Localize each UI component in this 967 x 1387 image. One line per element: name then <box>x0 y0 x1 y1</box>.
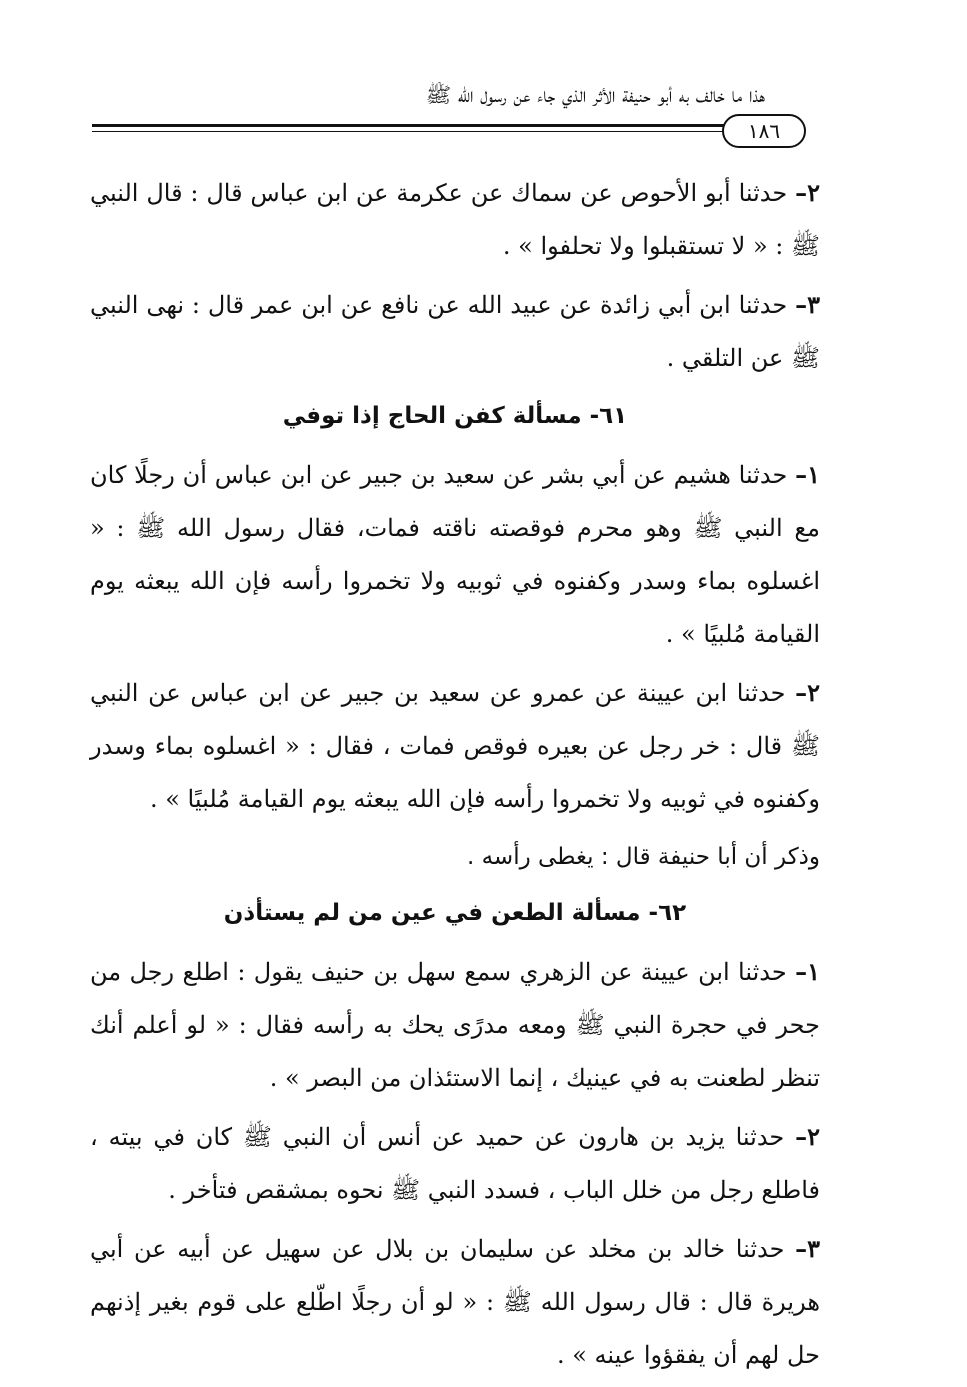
running-header: هذا ما خالف به أبو حنيفة الأثر الذي جاء عن رسول الله ﷺ <box>425 83 765 107</box>
hadith-text: حدثنا خالد بن مخلد عن سليمان بن بلال عن سهيل عن أبيه عن أبي هريرة قال : قال رسول الله ﷺ : « لو أن رجلًا اطّلع على قوم بغير إذنهم حل لهم أن يفقؤوا عينه » . <box>90 1235 820 1369</box>
abu-hanifa-note: وذكر أن أبا حنيفة قال : يغطى رأسه . <box>466 844 820 870</box>
hadith-paragraph <box>90 945 820 1105</box>
hadith-number: ٢– <box>795 678 820 707</box>
hadith-number: ١– <box>795 957 820 986</box>
hadith-text: حدثنا أبو الأحوص عن سماك عن عكرمة عن ابن عباس قال : قال النبي ﷺ : « لا تستقبلوا ولا تحلفوا » . <box>90 179 820 260</box>
hadith-text: حدثنا ابن عيينة عن عمرو عن سعيد بن جبير عن ابن عباس عن النبي ﷺ قال : خر رجل عن بعيره فوقص فمات ، فقال : « اغسلوه بماء وسدر وكفنوه في ثوبيه ولا تخمروا رأسه فإن الله يبعثه يوم القيامة مُلبيًا » . <box>90 679 820 813</box>
header-rule-thin <box>92 131 735 132</box>
hadith-text: حدثنا هشيم عن أبي بشر عن سعيد بن جبير عن ابن عباس أن رجلًا كان مع النبي ﷺ وهو محرم فوقصته ناقته فمات، فقال رسول الله ﷺ : « اغسلوه بماء وسدر وكفنوه في ثوبيه ولا تخمروا رأسه فإن الله يبعثه يوم القيامة مُلبيًا » . <box>90 461 820 648</box>
hadith-paragraph <box>90 448 820 661</box>
hadith-paragraph <box>90 1110 820 1217</box>
page-number: ١٨٦ <box>722 114 806 148</box>
hadith-number: ٣– <box>795 1234 820 1263</box>
hadith-number: ٢– <box>795 178 820 207</box>
hadith-paragraph <box>90 166 820 273</box>
section-heading-61: ٦١- مسألة كفن الحاج إذا توفي <box>282 403 628 429</box>
hadith-paragraph <box>90 666 820 826</box>
hadith-paragraph <box>90 278 820 385</box>
section-heading-62: ٦٢- مسألة الطعن في عين من لم يستأذن <box>223 900 687 926</box>
hadith-paragraph <box>90 1222 820 1382</box>
header-rule-thick <box>92 124 735 127</box>
hadith-number: ٢– <box>795 1122 820 1151</box>
hadith-text: حدثنا ابن عيينة عن الزهري سمع سهل بن حنيف يقول : اطلع رجل من جحر في حجرة النبي ﷺ ومعه مدرًى يحك به رأسه فقال : « لو أعلم أنك تنظر لطعنت به في عينيك ، إنما الاستئذان من البصر » . <box>90 958 820 1092</box>
hadith-number: ٣– <box>795 290 820 319</box>
body-text <box>90 166 820 1387</box>
hadith-number: ١– <box>795 460 820 489</box>
hadith-text: حدثنا ابن أبي زائدة عن عبيد الله عن نافع عن ابن عمر قال : نهى النبي ﷺ عن التلقي . <box>90 291 820 372</box>
hadith-text: حدثنا يزيد بن هارون عن حميد عن أنس أن النبي ﷺ كان في بيته ، فاطلع رجل من خلل الباب ، فسدد النبي ﷺ نحوه بمشقص فتأخر . <box>90 1123 820 1204</box>
